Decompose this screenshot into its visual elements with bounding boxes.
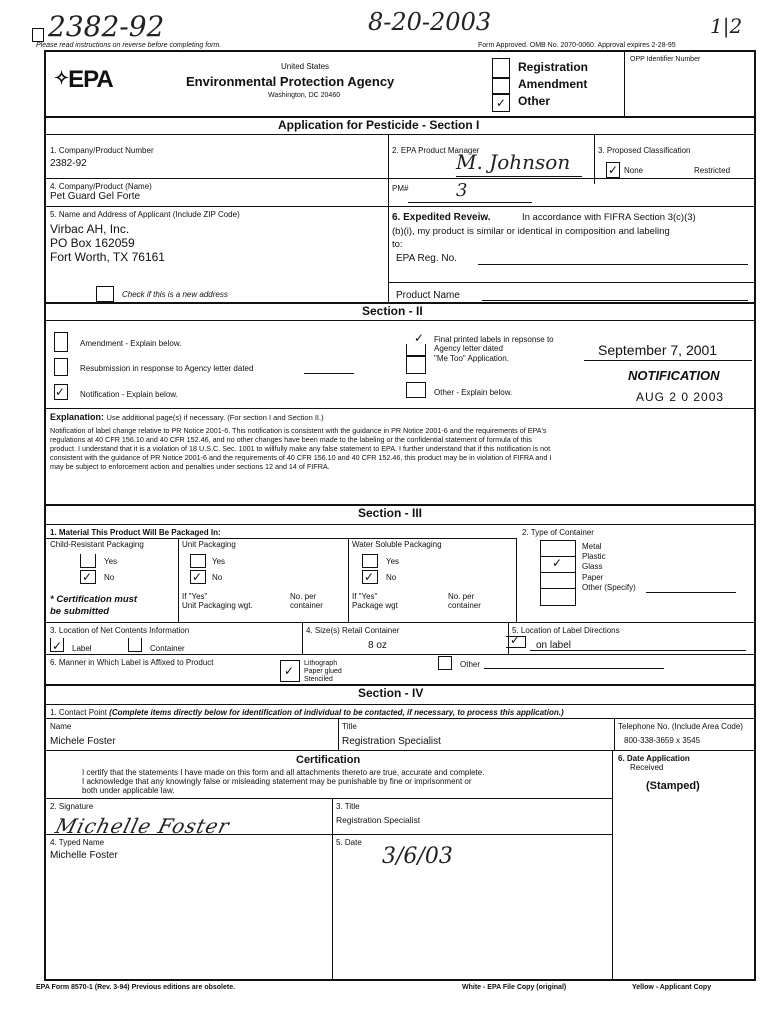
water-no-checkmark-icon: ✓ — [364, 570, 375, 584]
explanation-label: Explanation: Use additional page(s) if necessary. (For section I and Section II.) — [50, 412, 324, 422]
me-too-label: "Me Too" Application. — [434, 354, 509, 363]
other-specify-label: Other (Specify) — [582, 583, 636, 592]
registration-checkbox[interactable] — [492, 58, 510, 78]
new-address-checkbox[interactable] — [96, 286, 114, 302]
epa-form — [44, 50, 756, 981]
typed-name[interactable]: Michelle Foster — [50, 850, 118, 861]
child-no-label: No — [104, 573, 115, 582]
paper-glued-label: Paper glued — [304, 668, 342, 675]
unit-packaging-label: Unit Packaging — [182, 540, 236, 549]
new-address-label: Check if this is a new address — [122, 290, 228, 299]
final-labels-checkbox[interactable] — [406, 344, 426, 356]
date-5-label: 5. Date — [336, 838, 362, 847]
typed-name-label: 4. Typed Name — [50, 838, 105, 847]
cert-must-line-2: be submitted — [50, 606, 110, 617]
amendment-checkbox[interactable] — [492, 78, 510, 94]
certification-text-1: I certify that the statements I have made on this form and all attachments thereto are true, accurate and complete. — [82, 768, 485, 777]
product-name-field[interactable] — [482, 300, 748, 301]
explanation-line: may be subject to enforcement action and penalties under sections 12 and 14 of FIFRA. — [50, 462, 330, 471]
retail-size[interactable]: 8 oz — [368, 640, 387, 651]
water-no-label: No — [386, 573, 397, 582]
resubmission-label: Resubmission in response to Agency letter dated — [80, 364, 254, 373]
handwritten-date: 8-20-2003 — [368, 8, 492, 36]
cert-must-line-1: * Certification must — [50, 594, 138, 605]
section-1-title: Application for Pesticide - Section I — [278, 118, 480, 132]
package-wgt-label: Package wgt — [352, 601, 398, 610]
final-labels-label: Final printed labels in repsonse to — [434, 335, 554, 344]
directions-checkmark-icon: ✓ — [510, 633, 521, 647]
applicant-address-label: 5. Name and Address of Applicant (Include ZIP Code) — [50, 210, 240, 219]
company-product-number-label: 1. Company/Product Number — [50, 146, 154, 155]
product-name-label: Product Name — [396, 290, 460, 301]
resubmission-checkbox[interactable] — [54, 358, 68, 376]
me-too-checkbox[interactable] — [406, 356, 426, 374]
certification-text-3: both under applicable law. — [82, 786, 175, 795]
water-yes-label: Yes — [386, 557, 400, 566]
section-4-title: Section - IV — [358, 686, 424, 700]
clip-icon — [32, 28, 44, 42]
agency-letter-label: Agency letter dated — [434, 344, 503, 353]
container-checkbox[interactable] — [128, 638, 142, 652]
instructions-note: Please read instructions on reverse before completing form. — [36, 42, 222, 49]
title-3-label: 3. Title — [336, 802, 360, 811]
metal-label: Metal — [582, 542, 602, 551]
none-label: None — [624, 166, 644, 175]
explanation-note: Use additional page(s) if necessary. (For section I and Section II.) — [106, 413, 324, 422]
contact-title[interactable]: Registration Specialist — [342, 736, 441, 747]
contact-name-label: Name — [50, 722, 72, 731]
paper-label: Paper — [582, 573, 604, 582]
contact-point-label: 1. Contact Point (Complete items directly below for identification of individual to be contacted, if necessary, to process this application.) — [50, 708, 564, 717]
epa-reg-label: EPA Reg. No. — [396, 253, 457, 264]
epa-reg-field[interactable] — [478, 264, 748, 265]
notification-checkmark-icon: ✓ — [55, 385, 66, 399]
product-manager[interactable]: M. Johnson — [456, 150, 571, 174]
phone-number[interactable]: 800-338-3659 x 3545 — [624, 736, 701, 745]
label-checkmark-icon: ✓ — [52, 639, 63, 653]
amendment-explain-checkbox[interactable] — [54, 332, 68, 352]
type-container-label: 2. Type of Container — [522, 528, 594, 537]
child-no-checkmark-icon: ✓ — [82, 570, 93, 584]
water-no-per: No. per — [448, 592, 475, 601]
lithograph-checkmark-icon: ✓ — [284, 664, 295, 678]
agency-name: Environmental Protection Agency — [186, 74, 395, 89]
child-yes-checkbox[interactable] — [80, 554, 96, 568]
net-contents-label: 3. Location of Net Contents Information — [50, 626, 190, 635]
agency-location: Washington, DC 20460 — [268, 92, 341, 99]
company-product-name-label: 4. Company/Product (Name) — [50, 182, 152, 191]
united-states: United States — [281, 62, 330, 71]
other-label: Other — [518, 94, 551, 108]
section-3-title: Section - III — [358, 506, 423, 520]
white-copy: White - EPA File Copy (original) — [462, 984, 567, 991]
final-labels-checkmark-icon: ✓ — [414, 331, 425, 345]
contact-name[interactable]: Michele Foster — [50, 736, 116, 747]
unit-yes-checkbox[interactable] — [190, 554, 206, 568]
lithograph-label: Lithograph — [304, 660, 338, 667]
omb-note: Form Approved. OMB No. 2070-0060. Approval expires 2-28-95 — [478, 42, 676, 49]
water-if-yes: If "Yes" — [352, 592, 378, 601]
unit-container: container — [290, 601, 323, 610]
opp-identifier-label: OPP Identifier Number — [630, 56, 701, 63]
notification-label: Notification - Explain below. — [80, 390, 178, 399]
title-3-value[interactable]: Registration Specialist — [336, 815, 421, 825]
address-line-1[interactable]: Virbac AH, Inc. — [50, 222, 130, 236]
label-directions-label: 5. Location of Label Directions — [512, 626, 620, 635]
manner-other-checkbox[interactable] — [438, 656, 452, 670]
signature[interactable]: Michelle Foster — [53, 814, 233, 838]
date-received-label-2: Received — [630, 763, 664, 772]
contact-title-label: Title — [342, 722, 357, 731]
manner-label: 6. Manner in Which Label is Affixed to Product — [50, 658, 214, 667]
restricted-label: Restricted — [694, 166, 731, 175]
child-resistant-label: Child-Resistant Packaging — [50, 540, 144, 549]
directions-location[interactable]: on label — [536, 640, 572, 651]
form-number: EPA Form 8570-1 (Rev. 3-94) Previous editions are obsolete. — [36, 984, 236, 991]
unit-no-per: No. per — [290, 592, 317, 601]
explanation-line: Notification of label change relative to PR Notice 2001-6. This notification is consistent with the guidance in PR Notice 2001-6 and the requirements of EPA's — [50, 426, 547, 435]
unit-yes-label: Yes — [212, 557, 226, 566]
amendment-explain-label: Amendment - Explain below. — [80, 339, 182, 348]
child-yes-label: Yes — [104, 557, 118, 566]
certification-title: Certification — [296, 754, 361, 766]
epa-seal-icon: ✧ — [54, 68, 69, 88]
material-label: 1. Material This Product Will Be Packaged In: — [50, 528, 221, 537]
plastic-label: Plastic — [582, 552, 606, 561]
phone-label: Telephone No. (Include Area Code) — [618, 722, 743, 731]
signature-label: 2. Signature — [50, 802, 94, 811]
pm-label: PM# — [392, 184, 409, 193]
certification-text-2: I acknowledge that any knowingly false or misleading statement may be punishable by fine or imprisonment or — [82, 777, 472, 786]
handwritten-page: 1|2 — [710, 14, 743, 38]
glass-label: Glass — [582, 562, 603, 571]
plastic-checkmark-icon: ✓ — [552, 556, 563, 570]
registration-label: Registration — [518, 60, 589, 74]
expedited-text-1: In accordance with FIFRA Section 3(c)(3) — [522, 212, 696, 223]
expedited-text-3: to: — [392, 239, 403, 250]
address-line-3[interactable]: Fort Worth, TX 76161 — [50, 250, 165, 264]
signed-date[interactable]: 3/6/03 — [382, 844, 453, 869]
explanation-line: product. I understand that it is a violation of 18 U.S.C. Sec. 1001 to willfully make any false statement to EPA. I further understand that if this notification is not — [50, 444, 551, 453]
container-type-box — [540, 540, 576, 606]
amendment-label: Amendment — [518, 77, 588, 91]
other-checkmark-icon: ✓ — [496, 96, 507, 110]
water-soluble-label: Water Soluble Packaging — [352, 540, 442, 549]
explanation-line: regulations at 40 CFR 156.10 and 40 CFR 152.46, and no other changes have been made to the labeling or the confidential statement of formula of this — [50, 435, 532, 444]
contact-note: (Complete items directly below for identification of individual to be contacted, if necessary, to process this application.) — [109, 708, 564, 717]
yellow-copy: Yellow - Applicant Copy — [632, 984, 712, 991]
handwritten-id: 2382-92 — [48, 10, 165, 43]
manner-other-label: Other — [460, 660, 481, 669]
label-checkbox[interactable] — [50, 638, 64, 652]
pm-number[interactable]: 3 — [456, 180, 468, 201]
expedited-review-label: 6. Expedited Reveiw. — [392, 212, 491, 223]
other-explain-checkbox[interactable] — [406, 382, 426, 398]
company-product-name[interactable]: Pet Guard Gel Forte — [50, 191, 141, 202]
water-container: container — [448, 601, 481, 610]
notification-stamp: NOTIFICATION — [628, 368, 720, 383]
none-checkmark-icon: ✓ — [608, 163, 619, 177]
product-manager-label: 2. EPA Product Manager — [392, 146, 480, 155]
retail-size-label: 4. Size(s) Retail Container — [306, 626, 400, 635]
company-product-number[interactable]: 2382-92 — [50, 158, 87, 169]
stamped-label: (Stamped) — [646, 780, 700, 792]
received-stamp-date: AUG 2 0 2003 — [636, 390, 725, 404]
explanation-line: consistent with the guidance of PR Notice 2001-6 and the requirements of 40 CFR 156.10 and 40 CFR 152.46, this product may be in violation of FIFRA and I — [50, 453, 552, 462]
label-option: Label — [72, 644, 92, 653]
stenciled-label: Stenciled — [304, 676, 333, 683]
unit-no-checkmark-icon: ✓ — [192, 570, 203, 584]
epa-logo: ✧EPA — [54, 66, 113, 93]
expedited-text-2: (b)(i), my product is similar or identical in composition and labeling — [392, 226, 670, 237]
other-explain-label: Other - Explain below. — [434, 388, 513, 397]
container-option: Container — [150, 644, 185, 653]
water-yes-checkbox[interactable] — [362, 554, 378, 568]
classification-label: 3. Proposed Classification — [598, 146, 691, 155]
unit-wgt-label: Unit Packaging wgt. — [182, 601, 253, 610]
address-line-2[interactable]: PO Box 162059 — [50, 236, 135, 250]
section-2-title: Section - II — [362, 304, 423, 318]
date-received-label: 6. Date Application — [618, 754, 690, 763]
unit-no-label: No — [212, 573, 223, 582]
unit-if-yes: If "Yes" — [182, 592, 208, 601]
letter-date[interactable]: September 7, 2001 — [598, 342, 718, 358]
